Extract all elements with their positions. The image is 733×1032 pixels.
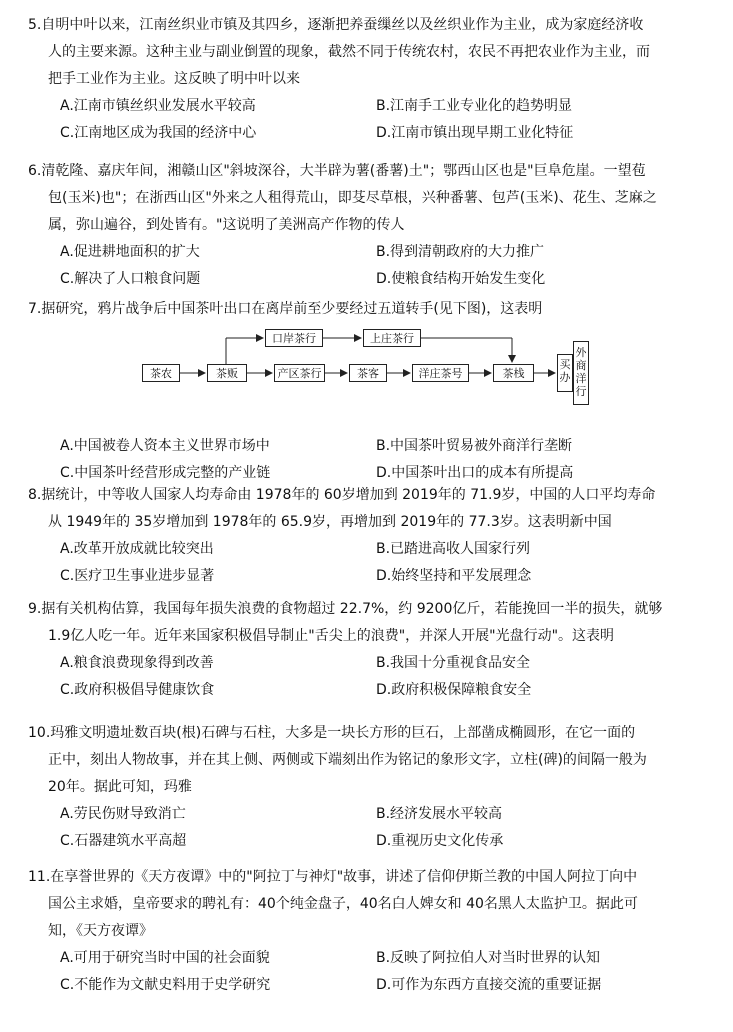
question-6 (28, 158, 718, 293)
option-d[interactable]: D.江南市镇出现早期工业化特征 (376, 125, 574, 141)
node-tea-peddler: 茶贩 (207, 364, 247, 382)
node-foreign-tea-firm: 洋庄茶号 (412, 364, 469, 382)
option-b[interactable]: B.江南手工业专业化的趋势明显 (376, 98, 573, 114)
question-stem: 5.自明中叶以来，江南丝织业市镇及其四乡，逐渐把养蚕缫丝以及丝织业作为主业，成为家庭经济收 人的主要来源。这种主业与副业倒置的现象，截然不同于传统农村，农民不再把农业作为主业，而 把手工业作为主业。这反映了明中叶以来 (28, 17, 650, 87)
option-c[interactable]: C.石器建筑水平高超 (60, 833, 187, 849)
option-a[interactable]: A.改革开放成就比较突出 (60, 541, 214, 557)
option-c[interactable]: C.解决了人口粮食问题 (60, 271, 201, 287)
option-c[interactable]: C.医疗卫生事业进步显著 (60, 568, 215, 584)
option-d[interactable]: D.中国茶叶出口的成本有所提高 (376, 465, 574, 481)
options (28, 93, 718, 147)
option-b[interactable]: B.已踏进高收人国家行列 (376, 541, 531, 557)
question-number: 5. (28, 17, 42, 33)
question-10 (28, 720, 718, 855)
option-c[interactable]: C.江南地区成为我国的经济中心 (60, 125, 257, 141)
question-number: 7. (28, 301, 42, 317)
question-7 (28, 296, 718, 487)
node-foreign-trading-firm: 外商洋行 (573, 341, 589, 405)
question-stem: 6.清乾隆、嘉庆年间，湘赣山区"斜坡深谷，大半辟为薯(番薯)土"；鄂西山区也是"巨阜危崖。一望苞 包(玉米)也"；在浙西山区"外来之人租得荒山，即芟尽草根，兴种番薯、包芦(玉米)、花生、芝麻之 属，弥山遍谷，到处皆有。"这说明了美洲高产作物的传人 (28, 163, 657, 233)
option-d[interactable]: D.使粮食结构开始发生变化 (376, 271, 546, 287)
option-a[interactable]: A.可用于研究当时中国的社会面貌 (60, 950, 270, 966)
option-a[interactable]: A.江南市镇丝织业发展水平较高 (60, 98, 256, 114)
option-b[interactable]: B.反映了阿拉伯人对当时世界的认知 (376, 950, 601, 966)
options (28, 801, 718, 855)
options (28, 239, 718, 293)
option-a[interactable]: A.中国被卷人资本主义世界市场中 (60, 438, 270, 454)
option-b[interactable]: B.得到清朝政府的大力推广 (376, 244, 545, 260)
question-11 (28, 864, 718, 999)
node-upper-tea-house: 上庄茶行 (363, 329, 421, 347)
question-8 (28, 482, 718, 590)
question-number: 6. (28, 163, 42, 179)
question-stem: 9.据有关机构估算，我国每年损失浪费的食物超过 22.7%，约 9200亿斤，若能挽回一半的损失，就够 1.9亿人吃一年。近年来国家积极倡导制止"舌尖上的浪费"，并深人开展"光盘行动"。这表明 (28, 601, 663, 644)
question-number: 10. (28, 725, 51, 741)
option-a[interactable]: A.促进耕地面积的扩大 (60, 244, 200, 260)
option-c[interactable]: C.不能作为文献史料用于史学研究 (60, 977, 271, 993)
option-d[interactable]: D.可作为东西方直接交流的重要证据 (376, 977, 602, 993)
node-tea-warehouse: 茶栈 (493, 364, 534, 382)
question-number: 8. (28, 487, 42, 503)
question-stem: 7.据研究，鸦片战争后中国茶叶出口在离岸前至少要经过五道转手(见下图)，这表明 (28, 301, 543, 317)
option-c[interactable]: C.中国茶叶经营形成完整的产业链 (60, 465, 271, 481)
option-d[interactable]: D.始终坚持和平发展理念 (376, 568, 532, 584)
question-stem: 11.在享誉世界的《天方夜谭》中的"阿拉丁与神灯"故事，讲述了信仰伊斯兰教的中国人阿拉丁向中 国公主求婚，皇帝要求的聘礼有：40个纯金盘子，40名白人婢女和 40名黑人太监护卫。据此可 知，《天方夜谭》 (28, 869, 638, 939)
options (28, 650, 718, 704)
question-number: 11. (28, 869, 51, 885)
question-stem: 10.玛雅文明遗址数百块(根)石碑与石柱，大多是一块长方形的巨石，上部凿成椭圆形，在它一面的 正中，刻出人物故事，并在其上侧、两侧或下端刻出作为铭记的象形文字，立柱(碑)的间隔一般为 20年。据此可知，玛雅 (28, 725, 647, 795)
option-b[interactable]: B.我国十分重视食品安全 (376, 655, 531, 671)
option-a[interactable]: A.劳民伤财导致消亡 (60, 806, 186, 822)
options (28, 433, 718, 487)
option-a[interactable]: A.粮食浪费现象得到改善 (60, 655, 214, 671)
node-production-tea-house: 产区茶行 (274, 364, 325, 382)
node-tea-merchant: 茶客 (349, 364, 387, 382)
tea-export-flow-diagram (28, 323, 718, 433)
options (28, 536, 718, 590)
node-tea-farmer: 茶农 (142, 364, 180, 382)
question-number: 9. (28, 601, 42, 617)
question-stem: 8.据统计，中等收人国家人均寿命由 1978年的 60岁增加到 2019年的 71.9岁，中国的人口平均寿命 从 1949年的 35岁增加到 1978年的 65.9岁，再增加到 2019年的 77.3岁。这表明新中国 (28, 487, 656, 530)
question-5 (28, 12, 718, 147)
node-port-tea-house: 口岸茶行 (265, 329, 323, 347)
option-b[interactable]: B.中国茶叶贸易被外商洋行垄断 (376, 438, 573, 454)
option-d[interactable]: D.重视历史文化传承 (376, 833, 504, 849)
option-c[interactable]: C.政府积极倡导健康饮食 (60, 682, 215, 698)
options (28, 945, 718, 999)
question-9 (28, 596, 718, 704)
option-b[interactable]: B.经济发展水平较高 (376, 806, 503, 822)
option-d[interactable]: D.政府积极保障粮食安全 (376, 682, 532, 698)
node-comprador: 买办 (557, 354, 573, 392)
